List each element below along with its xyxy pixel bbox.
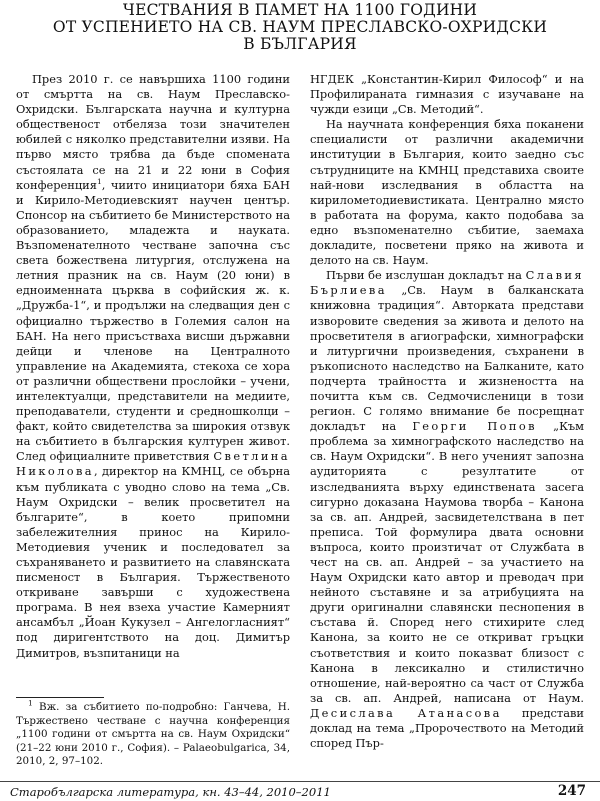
person-name: Десислава Атанасова [310,705,502,720]
journal-reference: Старобългарска литература, кн. 43–44, 2010–2011 [10,785,331,799]
paragraph: През 2010 г. се навършиха 1100 години от смъртта на св. Наум Преславско-Охридски. Българската научна и културна общественост отбеляза този значителен юбилей с няколко представителни изяви. На първо място трябва да бъде спомената състоялата се на 21 и 22 юни в София конференция$^1$, чиито инициатори бяха БАН и Кирило-Методиевският научен център. Спонсор на събитието бе Министерството на образованието, младежта и науката. Възпоменателното честване започна със света божествена литургия, отслужена на летния празник на св. Наум (20 юни) в едноименната църква в софийския ж. к. „Дружба-1“, и продължи на следващия ден с официално тържество в Големия салон на БАН. На него присъстваха висши държавни дейци и членове на Централното управление на Академията, стекоха се хора от различни обществени прослойки – учени, интелектуалци, представители на медиите, преподаватели, студенти и средношколци – факт, който свидетелства за широкия отзвук на събитието в българския културен живот. След официалните приветствия Светлина Николова, директор на КМНЦ, се обърна към публиката с уводно слово на тема „Св. Наум Охридски – велик просветител на българите“, в което припомни забележителния принос на Кирило-Методиевия ученик и последовател за съхраняването и развитието на славянската писменост в България. Тържественото откриване завърши с художествена програма. В нея взеха участие Камерният ансамбъл „Йоан Кукузел – Ангелогласният“ под диригентството на доц. Димитър Димитров, възпитаници на [16,72,290,660]
person-name: Светлина Николова [16,449,290,479]
paragraph: На научната конференция бяха поканени специалисти от различни академични институции в България, които заедно със сътрудниците на КМНЦ представиха своите най-нови изследвания в областта на кирилометодиевистиката. Централно място в работата на форума, както подобава за едно възпоменателно събитие, заемаха докладите, посветени пряко на живота и делото на св. Наум. [310,117,584,268]
page-footer [0,781,600,801]
title-line-2: ОТ УСПЕНИЕТО НА СВ. НАУМ ПРЕСЛАВСКО-ОХРИДСКИ [52,18,548,36]
paragraph: НГДЕК „Константин-Кирил Философ“ и на Профилираната гимназия с изучаване на чужди езици „Св. Методий“. [310,72,584,117]
right-column [310,72,584,751]
page-number: 247 [557,783,586,799]
left-column [16,72,290,661]
footnote-number: 1 [28,698,33,708]
article-title [0,2,600,53]
person-name: Славия Бърлиева [310,268,584,298]
paragraph: Първи бе изслушан докладът на Славия Бърлиева „Св. Наум в балканската книжовна традиция“. Авторката представи изворовите сведения за живота и делото на просветителя в агиографски, химнографски и литургични произведения, съхранени в ръкописното наследство на Балканите, като подчерта трайността и жизнеността на почитта към св. Седмочисленици в този регион. С голямо внимание бе посрещнат докладът на Георги Попов „Към проблема за химнографското наследство на св. Наум Охридски“. В него ученият запозна аудиторията с резултатите от изследванията върху единствената засега сигурно доказана Наумова творба – Канона за св. ап. Андрей, засвидетелствана в пет преписа. Той формулира двата основни въпроса, които произтичат от Службата в чест на св. ап. Андрей – за участието на Наум Охридски като автор и преводач при нейното съставяне и за атрибуцията на други оригинални славянски песнопения в състава й. Според него стихирите след Канона, за които не се откриват гръцки съответствия и които показват близост с Канона в лексикално и стилистично отношение, най-вероятно са част от Служба за св. ап. Андрей, написана от Наум. Десислава Атанасова представи доклад на тема „Пророчеството на Методий според Пър- [310,268,584,751]
title-line-1: ЧЕСТВАНИЯ В ПАМЕТ НА 1100 ГОДИНИ [122,1,478,19]
title-line-3: В БЪЛГАРИЯ [243,35,357,53]
footnote [16,698,290,769]
footnote-text: Вж. за събитието по-подробно: Ганчева, Н. Тържествено честване с научна конференция „1100 години от смъртта на св. Наум Охридски“ (21–22 юни 2010 г., София). – Palaeobulgarica, 34, 2010, 2, 97–102. [16,701,290,767]
footnote-ref: 1 [96,176,102,186]
person-name: Георги Попов [412,419,537,434]
